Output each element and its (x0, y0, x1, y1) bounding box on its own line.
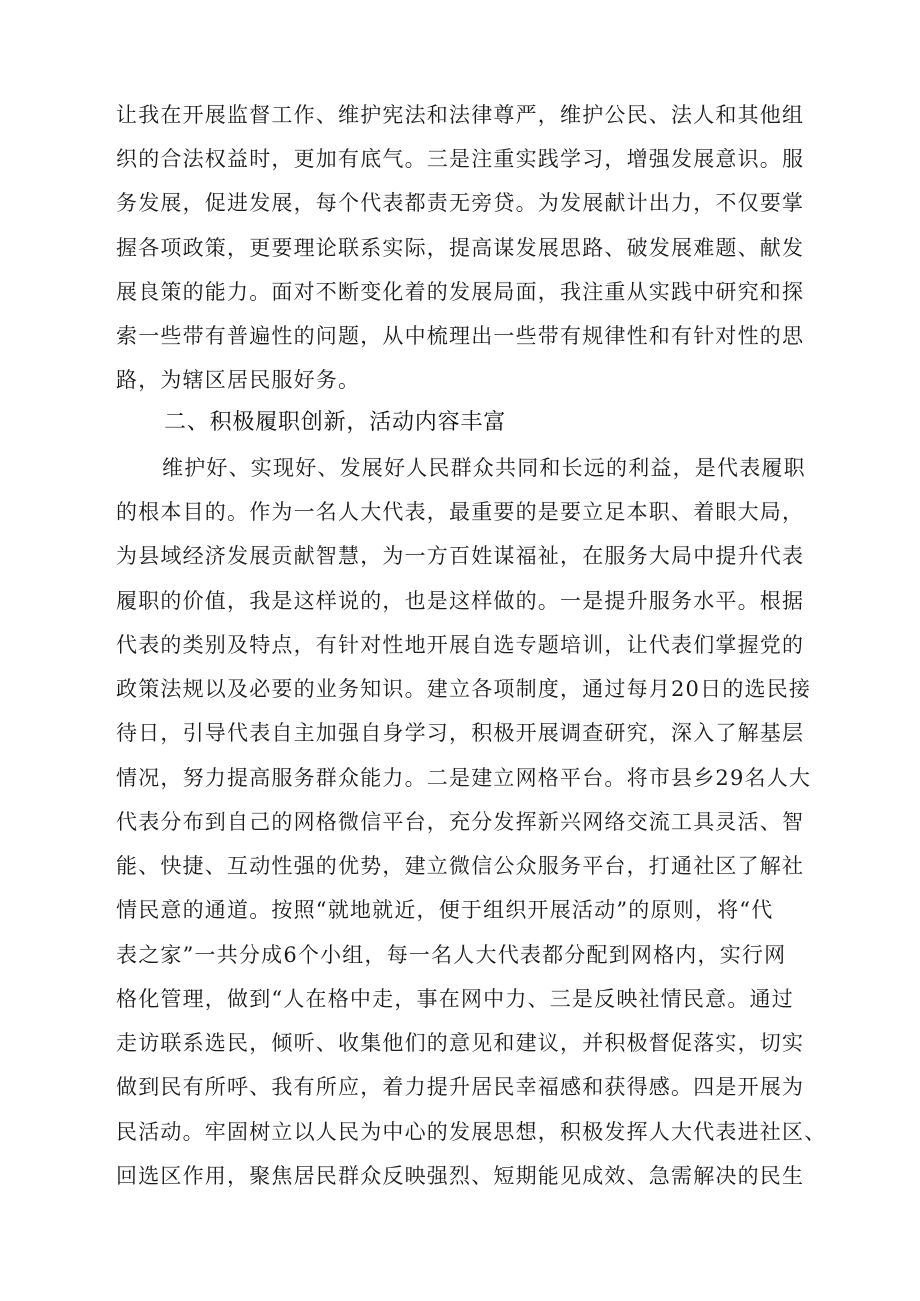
text-line: 展良策的能力。面对不断变化着的发展局面，我注重从实践中研究和探 (116, 280, 805, 304)
text-line: 履职的价值，我是这样说的，也是这样做的。一是提升服务水平。根据 (116, 589, 805, 613)
text-line: 务发展，促进发展，每个代表都责无旁贷。为发展献计出力，不仅要掌 (116, 191, 805, 215)
text-line: 表之家”一共分成6个小组，每一名人大代表都分配到网格内，实行网 (116, 943, 787, 967)
text-line: 回选区作用，聚焦居民群众反映强烈、短期能见成效、急需解决的民生 (116, 1164, 805, 1188)
text-line: 情民意的通道。按照“就地就近，便于组织开展活动”的原则，将“代 (116, 898, 774, 922)
text-line: 情况，努力提高服务群众能力。二是建立网格平台。将市县乡29名人大 (116, 766, 812, 790)
text-line: 让我在开展监督工作、维护宪法和法律尊严，维护公民、法人和其他组 (116, 103, 805, 127)
text-line: 代表的类别及特点，有针对性地开展自选专题培训，让代表们掌握党的 (116, 633, 805, 657)
text-line: 格化管理，做到“人在格中走，事在网中力、三是反映社情民意。通过 (116, 987, 794, 1011)
text-line: 维护好、实现好、发展好人民群众共同和长远的利益，是代表履职 (162, 456, 806, 480)
text-line: 的根本目的。作为一名人大代表，最重要的是要立足本职、着眼大局， (116, 500, 805, 524)
text-line: 握各项政策，更要理论联系实际，提高谋发展思路、破发展难题、献发 (116, 236, 805, 260)
section-heading: 二、积极履职创新，活动内容丰富 (164, 410, 507, 435)
text-line: 待日，引导代表自主加强自身学习，积极开展调查研究，深入了解基层 (116, 721, 805, 745)
text-line: 做到民有所呼、我有所应，着力提升居民幸福感和获得感。四是开展为 (116, 1075, 805, 1099)
text-line: 织的合法权益时，更加有底气。三是注重实践学习，增强发展意识。服 (116, 147, 805, 171)
text-line: 民活动。牢固树立以人民为中心的发展思想，积极发挥人大代表进社区、 (116, 1120, 827, 1144)
text-line: 能、快捷、互动性强的优势，建立微信公众服务平台，打通社区了解社 (116, 854, 805, 878)
text-line: 走访联系选民，倾听、收集他们的意见和建议，并积极督促落实，切实 (116, 1031, 805, 1055)
text-line: 代表分布到自己的网格微信平台，充分发挥新兴网络交流工具灵活、智 (116, 810, 805, 834)
text-line: 索一些带有普遍性的问题，从中梳理出一些带有规律性和有针对性的思 (116, 324, 805, 348)
text-line: 路，为辖区居民服好务。 (116, 368, 361, 392)
text-line: 政策法规以及必要的业务知识。建立各项制度，通过每月20日的选民接 (116, 677, 812, 701)
text-line: 为县域经济发展贡献智慧，为一方百姓谋福祉，在服务大局中提升代表 (116, 544, 805, 568)
